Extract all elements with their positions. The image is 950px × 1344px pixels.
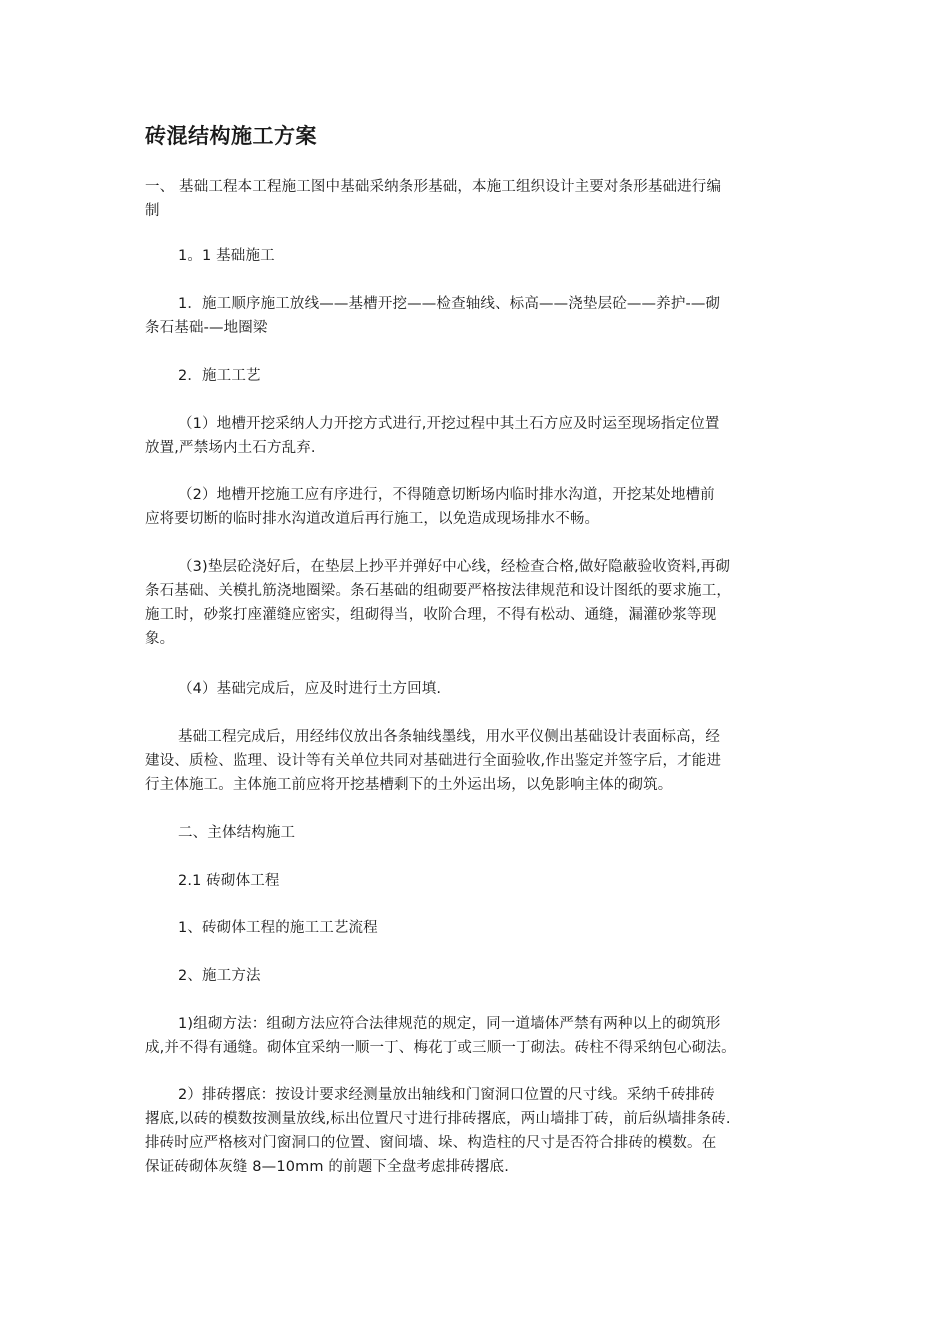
text-line: 二、主体结构施工	[178, 825, 296, 841]
text-line: 建设、质检、监理、设计等有关单位共同对基础进行全面验收,作出鉴定并签字后，才能进	[145, 753, 722, 769]
text-line: 行主体施工。主体施工前应将开挖基槽剩下的土外运出场，以免影响主体的砌筑。	[145, 777, 673, 793]
text-line: 条石基础、关模扎筋浇地圈梁。条石基础的组砌要严格按法律规范和设计图纸的要求施工，	[145, 583, 731, 599]
text-line: （4）基础完成后，应及时进行土方回填.	[178, 681, 442, 697]
paragraph-brick-layout	[145, 1083, 810, 1179]
text-line: 2、施工方法	[178, 968, 261, 984]
text-line: 基础工程完成后，用经纬仪放出各条轴线墨线，用水平仪侧出基础设计表面标高，经	[178, 729, 721, 745]
section-heading-method	[145, 964, 843, 988]
text-line: 1、砖砌体工程的施工工艺流程	[178, 920, 378, 936]
paragraph-foundation-intro	[145, 175, 810, 223]
text-line: 1)组砌方法：组砌方法应符合法律规范的规定，同一道墙体严禁有两种以上的砌筑形	[178, 1016, 721, 1032]
text-line: 保证砖砌体灰缝 8—10mm 的前题下全盘考虑排砖撂底.	[145, 1159, 509, 1175]
text-line: 1。1 基础施工	[178, 248, 275, 264]
text-line: 2）排砖撂底：按设计要求经测量放出轴线和门窗洞口位置的尺寸线。采纳千砖排砖	[178, 1087, 715, 1103]
section-heading-brick-masonry	[145, 869, 843, 893]
section-heading-main-structure	[145, 821, 843, 845]
section-heading-foundation	[145, 244, 843, 268]
text-line: （3)垫层砼浇好后，在垫层上抄平并弹好中心线，经检查合格,做好隐蔽验收资料,再砌	[178, 559, 731, 575]
text-line: 排砖时应严格核对门窗洞口的位置、窗间墙、垛、构造柱的尺寸是否符合排砖的模数。在	[145, 1135, 717, 1151]
paragraph-process-3	[145, 555, 810, 651]
text-line: 放置,严禁场内土石方乱弃.	[145, 440, 316, 456]
text-line: 条石基础-—地圈梁	[145, 320, 268, 336]
text-line: （2）地槽开挖施工应有序进行，不得随意切断场内临时排水沟道，开挖某处地槽前	[178, 487, 715, 503]
paragraph-process-4	[145, 677, 843, 701]
text-line: 制	[145, 203, 160, 219]
text-line: 撂底,以砖的模数按测量放线,标出位置尺寸进行排砖撂底，两山墙排丁砖，前后纵墙排条砖.	[145, 1111, 731, 1127]
text-line: （1）地槽开挖采纳人力开挖方式进行,开挖过程中其土石方应及时运至现场指定位置	[178, 416, 720, 432]
text-line: 2．施工工艺	[178, 368, 261, 384]
section-heading-process-flow	[145, 916, 843, 940]
text-line: 2.1 砖砌体工程	[178, 873, 280, 889]
paragraph-process-1	[145, 412, 810, 460]
text-line: 施工时，砂浆打座灌缝应密实，组砌得当，收阶合理，不得有松动、通缝，漏灌砂浆等现	[145, 607, 717, 623]
page-title: 砖混结构施工方案	[145, 124, 317, 148]
paragraph-construction-sequence	[145, 292, 810, 340]
text-line: 1．施工顺序施工放线——基槽开挖——检查轴线、标高——浇垫层砼——养护-—砌	[178, 296, 721, 312]
paragraph-bonding-method	[145, 1012, 810, 1060]
text-line: 成,并不得有通缝。砌体宜采纳一顺一丁、梅花丁或三顺一丁砌法。砖柱不得采纳包心砌法。	[145, 1040, 736, 1056]
paragraph-process-2	[145, 483, 810, 531]
paragraph-foundation-acceptance	[145, 725, 810, 797]
text-line: 应将要切断的临时排水沟道改道后再行施工，以免造成现场排水不畅。	[145, 511, 600, 527]
section-heading-process	[145, 364, 843, 388]
text-line: 象。	[145, 631, 175, 647]
text-line: 一、 基础工程本工程施工图中基础采纳条形基础，本施工组织设计主要对条形基础进行编	[145, 179, 722, 195]
